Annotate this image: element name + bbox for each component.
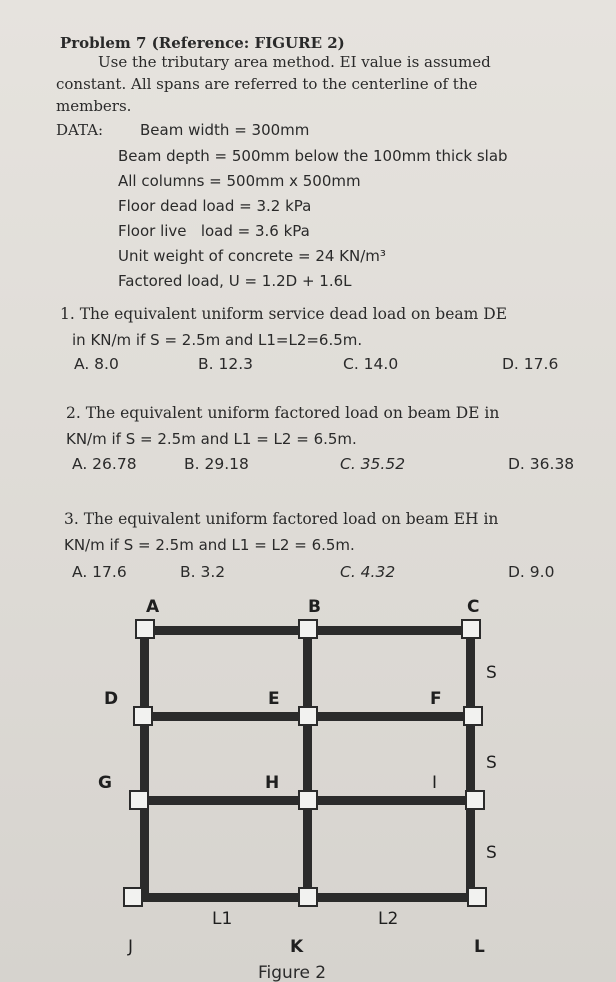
data-unit-weight: Unit weight of concrete = 24 KN/m³ (118, 247, 386, 265)
question-3-option-d[interactable]: D. 9.0 (508, 563, 555, 581)
column-c (462, 620, 480, 638)
question-1-line-1: 1. The equivalent uniform service dead load on beam DE (60, 305, 508, 323)
beams (128, 626, 484, 902)
girder-behk (303, 630, 312, 900)
node-label-k: K (290, 937, 304, 957)
node-label-j: J (128, 937, 134, 957)
span-label-l1: L1 (212, 909, 233, 929)
question-3-option-a[interactable]: A. 17.6 (72, 563, 127, 581)
problem-title: Problem 7 (Reference: FIGURE 2) (60, 34, 345, 52)
question-1-option-d[interactable]: D. 17.6 (502, 355, 559, 373)
column-k (299, 888, 317, 906)
node-label-b: B (308, 597, 321, 617)
node-label-l: L (474, 937, 485, 957)
question-1-option-c[interactable]: C. 14.0 (343, 355, 399, 373)
data-floor-live-load: Floor live load = 3.6 kPa (118, 222, 310, 240)
question-2-line-2: KN/m if S = 2.5m and L1 = L2 = 6.5m. (66, 430, 357, 448)
column-a (136, 620, 154, 638)
node-label-i: I (432, 773, 438, 793)
column-b (299, 620, 317, 638)
node-label-g: G (98, 773, 112, 793)
column-f (464, 707, 482, 725)
data-beam-width: Beam width = 300mm (140, 121, 310, 139)
span-label-l2: L2 (378, 909, 399, 929)
girder-adgj (140, 630, 149, 900)
node-label-f: F (430, 689, 442, 709)
column-g (130, 791, 148, 809)
question-1-option-a[interactable]: A. 8.0 (74, 355, 119, 373)
intro-line-1: Use the tributary area method. EI value is assumed (98, 53, 491, 71)
spacing-label-2: S (486, 753, 497, 773)
question-2-line-1: 2. The equivalent uniform factored load on beam DE in (66, 404, 500, 422)
question-2-option-b[interactable]: B. 29.18 (184, 455, 249, 473)
node-label-e: E (268, 689, 280, 709)
question-3-line-1: 3. The equivalent uniform factored load on beam EH in (64, 510, 499, 528)
column-l (468, 888, 486, 906)
question-3-option-c[interactable]: C. 4.32 (340, 563, 396, 581)
question-1-option-b[interactable]: B. 12.3 (198, 355, 253, 373)
spacing-label-1: S (486, 663, 497, 683)
question-2-option-c[interactable]: C. 35.52 (340, 455, 406, 473)
data-beam-depth: Beam depth = 500mm below the 100mm thick slab (118, 147, 508, 165)
data-columns: All columns = 500mm x 500mm (118, 172, 361, 190)
data-label: DATA: (56, 121, 104, 139)
girder-cfil (466, 630, 475, 900)
question-3-line-2: KN/m if S = 2.5m and L1 = L2 = 6.5m. (64, 536, 355, 554)
node-label-c: C (467, 597, 480, 617)
intro-line-2: constant. All spans are referred to the centerline of the (56, 75, 478, 93)
column-d (134, 707, 152, 725)
node-label-h: H (265, 773, 280, 793)
node-label-a: A (146, 597, 160, 617)
question-3-option-b[interactable]: B. 3.2 (180, 563, 226, 581)
question-1-line-2: in KN/m if S = 2.5m and L1=L2=6.5m. (72, 331, 363, 349)
question-2-option-a[interactable]: A. 26.78 (72, 455, 137, 473)
node-label-d: D (104, 689, 119, 709)
framing-plan-figure (0, 582, 616, 982)
data-floor-dead-load: Floor dead load = 3.2 kPa (118, 197, 312, 215)
data-factored-load: Factored load, U = 1.2D + 1.6L (118, 272, 352, 290)
spacing-label-3: S (486, 843, 497, 863)
column-h (299, 791, 317, 809)
column-e (299, 707, 317, 725)
figure-caption: Figure 2 (258, 963, 327, 982)
question-2-option-d[interactable]: D. 36.38 (508, 455, 575, 473)
column-j (124, 888, 142, 906)
intro-line-3: members. (56, 97, 132, 115)
column-i (466, 791, 484, 809)
